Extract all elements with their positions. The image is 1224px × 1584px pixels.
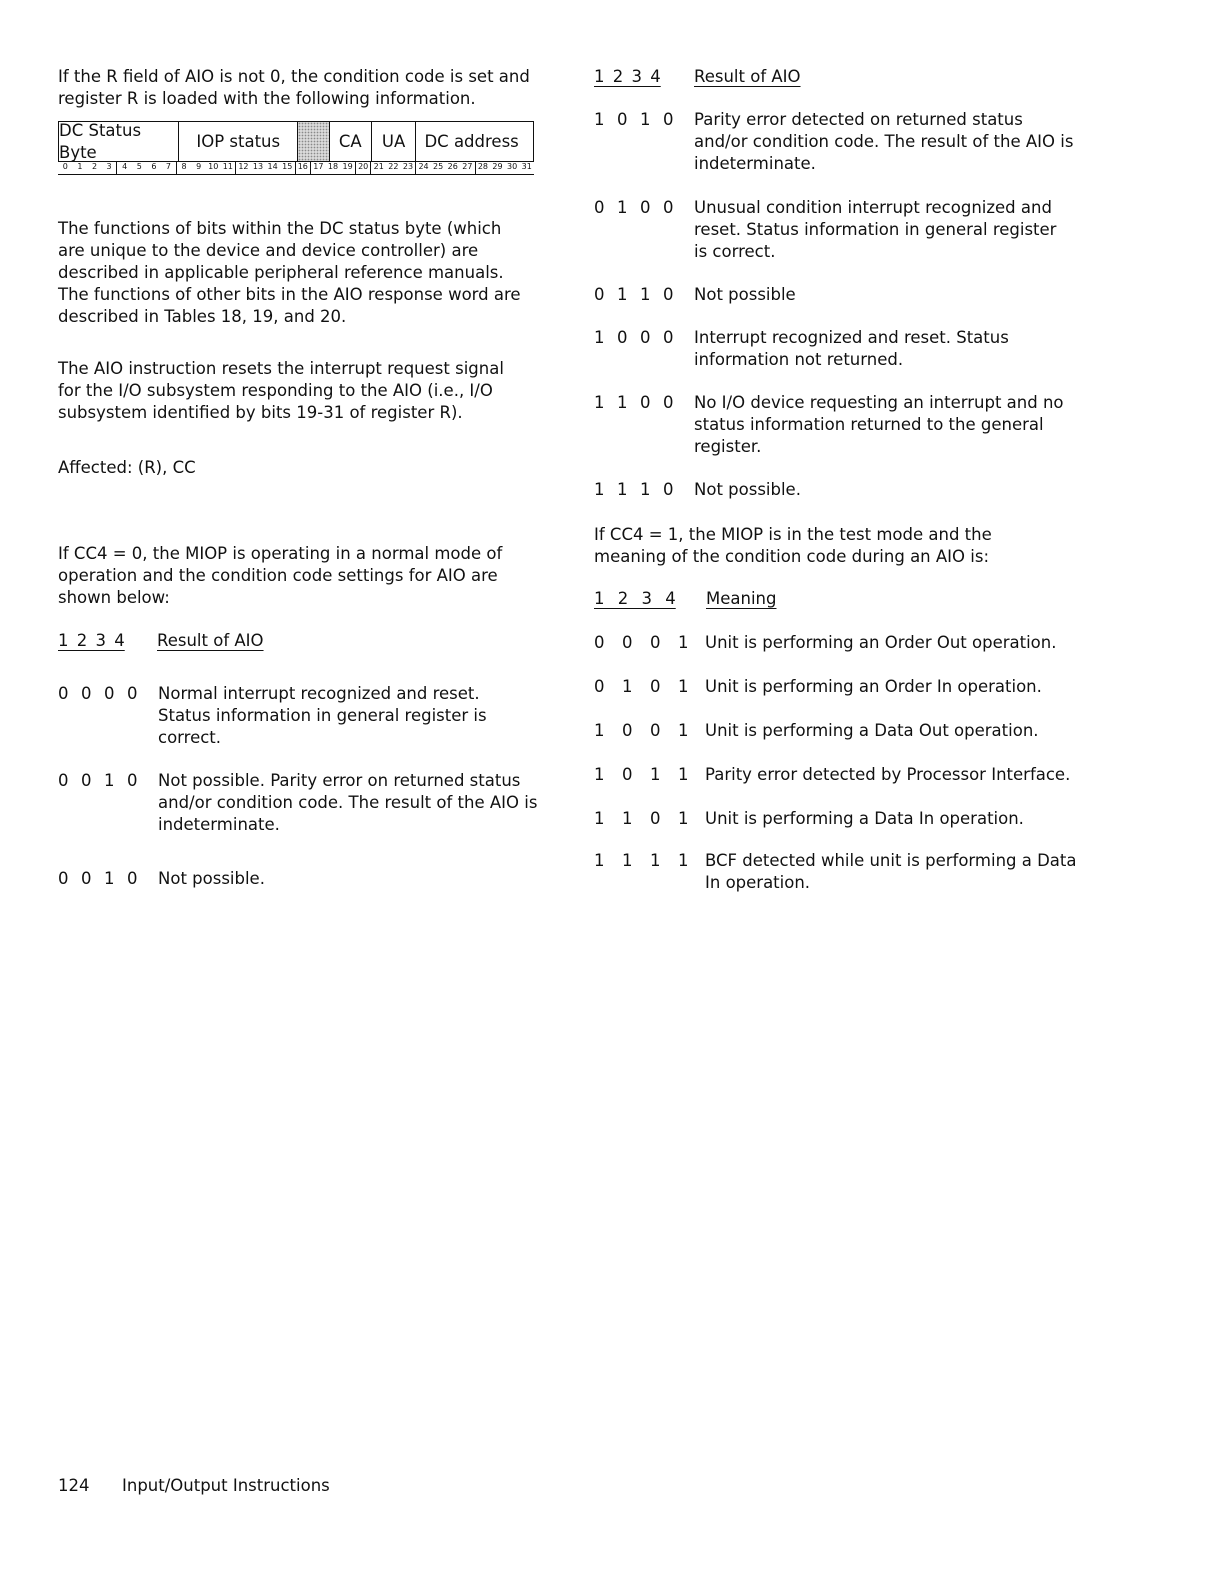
intro-paragraph: If the R field of AIO is not 0, the condition code is set and register R is loaded with the following information. [58, 67, 530, 108]
bit-tick-label: 1 [77, 162, 83, 171]
bit-tick-label: 12 [238, 162, 249, 171]
table-row: 0 0 0 0 Normal interrupt recognized and reset. Status information in general register is correct. [58, 683, 493, 749]
table-row: 1 0 1 0 Parity error detected on returned status and/or condition code. The result of the AIO is indeterminate. [594, 110, 1074, 173]
table-row: 1 1 1 1 BCF detected while unit is performing a Data In operation. [594, 850, 1080, 894]
bit-tick-label: 10 [208, 162, 219, 171]
bit-tick-label: 13 [252, 162, 264, 171]
bit-tick-label: 0 [62, 162, 68, 171]
row-description: Parity error detected by Processor Interface. [705, 765, 1071, 784]
paragraph-aio-reset: The AIO instruction resets the interrupt request signal for the I/O subsystem responding to the AIO (i.e., I/O subsystem identified by bits 19-31 of register R). [58, 359, 504, 422]
paragraph-cc4-one: If CC4 = 1, the MIOP is in the test mode and the meaning of the condition code during an AIO is: [594, 525, 992, 566]
left-table-header [58, 630, 264, 652]
row-description: Unusual condition interrupt recognized and reset. Status information in general register is correct. [694, 198, 1057, 261]
bit-tick-label: 14 [267, 162, 278, 171]
paragraph-cc4-zero: If CC4 = 0, the MIOP is operating in a normal mode of operation and the condition code settings for AIO are shown below: [58, 544, 503, 607]
field-iop-status: IOP status [179, 122, 297, 161]
meaning-header-text: Meaning [706, 589, 777, 608]
left-header-bits: 1 2 3 4 [58, 631, 125, 650]
field-reserved-hatched [298, 122, 330, 161]
table-row: 1 1 1 0 Not possible. [594, 479, 1074, 501]
register-field-diagram [58, 121, 534, 162]
right-header-result: Result of AIO [694, 67, 801, 86]
field-dc-address: DC address [424, 131, 519, 151]
page-footer [58, 1475, 330, 1497]
right-table1-header [594, 66, 801, 88]
paragraph-dc-status-functions: The functions of bits within the DC status byte (which are unique to the device and device controller) are described in applicable peripheral reference manuals. The functions of other bits in the AIO response word are described in Tables 18, 19, and 20. [58, 219, 521, 326]
table-row: 0 0 1 0 Not possible. [58, 868, 543, 890]
bit-tick-label: 25 [433, 162, 444, 171]
table-row: 1 0 0 1 Unit is performing a Data Out operation. [594, 720, 1080, 742]
row-description: Unit is performing an Order Out operation. [705, 633, 1057, 652]
left-header-result: Result of AIO [157, 631, 264, 650]
table-row: 0 1 0 0 Unusual condition interrupt recognized and reset. Status information in general register is correct. [594, 197, 1064, 263]
table-row: 1 0 1 1 Parity error detected by Processor Interface. [594, 764, 1080, 786]
row-description: BCF detected while unit is performing a Data In operation. [705, 851, 1077, 892]
row-description: Normal interrupt recognized and reset. Status information in general register is correct. [158, 684, 487, 747]
field-ua: UA [372, 122, 417, 161]
row-description: Not possible. [694, 480, 801, 499]
table-row: 0 0 1 0 Not possible. Parity error on returned status and/or condition code. The result of the AIO is indeterminate. [58, 770, 543, 836]
bit-tick-label: 19 [340, 162, 356, 174]
affected-line: Affected: (R), CC [58, 458, 196, 477]
bit-position-scale [58, 162, 534, 175]
table-row: 0 1 0 1 Unit is performing an Order In operation. [594, 676, 1080, 698]
table-row: 1 0 0 0 Interrupt recognized and reset. Status information not returned. [594, 327, 1064, 371]
bit-tick-label: 22 [388, 162, 399, 171]
table-row: 0 1 1 0 Not possible [594, 284, 1074, 306]
field-ca: CA [330, 122, 372, 161]
bit-tick-label: 31 [521, 162, 532, 171]
bit-tick-label: 26 [447, 162, 458, 171]
bit-tick-label: 3 [102, 162, 118, 174]
bit-tick-label: 24 [418, 162, 429, 171]
bit-tick-label: 9 [196, 162, 202, 171]
row-description: Interrupt recognized and reset. Status information not returned. [694, 328, 1009, 369]
bit-tick-label: 28 [477, 162, 489, 171]
table-row: 1 1 0 0 No I/O device requesting an interrupt and no status information returned to the general register. [594, 393, 1064, 456]
row-description: Parity error detected on returned status and/or condition code. The result of the AIO is indeterminate. [694, 110, 1074, 173]
section-title: Input/Output Instructions [122, 1476, 330, 1495]
bit-tick-label: 15 [280, 162, 296, 174]
meaning-header-bits: 1 2 3 4 [594, 589, 676, 608]
row-description: Not possible [694, 285, 796, 304]
bit-tick-label: 4 [122, 162, 128, 171]
bit-tick-label: 17 [313, 162, 324, 171]
field-dc-status-byte: DC Status Byte [59, 122, 179, 161]
bit-tick-label: 11 [221, 162, 237, 174]
bit-tick-label: 23 [401, 162, 417, 174]
row-description: Unit is performing a Data Out operation. [705, 721, 1039, 740]
bit-tick-label: 6 [151, 162, 157, 171]
bit-tick-label: 18 [327, 162, 339, 171]
right-table2-header [594, 588, 776, 610]
right-header-bits: 1 2 3 4 [594, 67, 661, 86]
table-row: 0 0 0 1 Unit is performing an Order Out operation. [594, 632, 1080, 654]
row-description: Unit is performing an Order In operation. [705, 677, 1042, 696]
bit-tick-label: 30 [507, 162, 518, 171]
row-description: Not possible. [158, 869, 265, 888]
bit-tick-label: 2 [91, 162, 98, 171]
bit-tick-label: 29 [492, 162, 503, 171]
bit-tick-label: 16 [296, 162, 312, 174]
table-row: 1 1 0 1 Unit is performing a Data In operation. [594, 808, 1080, 830]
bit-tick-label: 5 [136, 162, 142, 171]
page-number: 124 [58, 1476, 90, 1495]
bit-tick-label: 8 [181, 162, 187, 171]
bit-tick-label: 7 [161, 162, 177, 174]
bit-tick-label: 27 [460, 162, 476, 174]
row-description: No I/O device requesting an interrupt and no status information returned to the general register. [694, 393, 1064, 456]
bit-tick-label: 20 [356, 162, 372, 174]
row-description: Not possible. Parity error on returned status and/or condition code. The result of the AIO is indeterminate. [158, 771, 538, 834]
bit-tick-label: 21 [373, 162, 384, 171]
row-description: Unit is performing a Data In operation. [705, 809, 1024, 828]
